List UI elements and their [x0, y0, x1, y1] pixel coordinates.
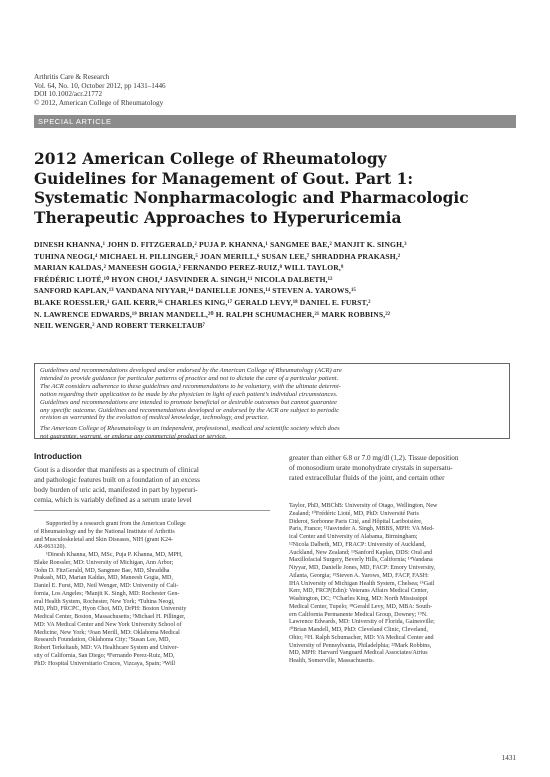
disclaimer-paragraph: [40, 367, 504, 422]
author-line: DINESH KHANNA,¹ JOHN D. FITZGERALD,² PUJA P. KHANNA,¹ SANGMEE BAE,² MANJIT K. SINGH,³: [34, 240, 407, 249]
disclaimer-line: Guidelines and recommendations developed and/or endorsed by the American College of Rheumatology (ACR) are: [40, 367, 342, 374]
affiliations-footnote-right: [289, 503, 519, 666]
title-line: Guidelines for Management of Gout. Part 1:: [34, 169, 414, 188]
affiliation-line: Maxillofacial Surgery, Beverly Hills, California; ¹⁴Vandana: [289, 557, 433, 564]
title-line: Therapeutic Approaches to Hyperuricemia: [34, 208, 402, 227]
author-line: FRÉDÉRIC LIOTÉ,¹⁰ HYON CHOI,⁴ JASVINDER A. SINGH,¹¹ NICOLA DALBETH,¹²: [34, 274, 333, 284]
affiliation-line: MD, PhD, FRCPC, Hyon Choi, MD, DrPH: Boston University: [34, 606, 187, 613]
author-line: SANFORD KAPLAN,¹³ VANDANA NIYYAR,¹⁴ DANIELLE JONES,¹⁴ STEVEN A. YAROWS,¹⁵: [34, 286, 356, 296]
author-line: N. LAWRENCE EDWARDS,¹⁹ BRIAN MANDELL,²⁰ H. RALPH SCHUMACHER,²¹ MARK ROBBINS,²²: [34, 309, 391, 319]
affiliation-line: eral Health System, Rochester, New York; ⁴Tuhina Neogi,: [34, 598, 175, 605]
affiliation-line: Health, Somerville, Massachusetts.: [289, 658, 375, 664]
affiliation-line: Robert Terkeltaub, MD: VA Healthcare System and Univer-: [34, 645, 179, 651]
author-line: NEIL WENGER,² AND ROBERT TERKELTAUB⁷: [34, 321, 206, 331]
journal-doi: DOI 10.1002/acr.21772: [34, 90, 103, 99]
affiliation-line: Zealand; ¹⁰Frédéric Lioté, MD, PhD: Université Paris: [289, 510, 419, 517]
independence-paragraph: [40, 425, 504, 441]
affiliation-line: fornia, Los Angeles; ³Manjit K. Singh, MD: Rochester Gen-: [34, 590, 180, 597]
author-line: MARIAN KALDAS,² MANEESH GOGIA,² FERNANDO PEREZ-RUIZ,⁸ WILL TAYLOR,⁹: [34, 263, 344, 273]
affiliation-line: Washington, DC; ¹⁷Charles King, MD: North Mississippi: [289, 596, 428, 602]
disclaimer-line: nation regarding their application to be made by the physician in light of each patient’s individual circumstances.: [40, 390, 338, 398]
affiliation-line: Diderot, Sorbonne Paris Cité, and Hôpital Lariboisière,: [289, 518, 423, 525]
affiliation-line: Medicine, New York; ⁶Joan Merill, MD: Oklahoma Medical: [34, 629, 180, 636]
right-column-body: [289, 453, 519, 483]
section-bar: [34, 115, 516, 128]
body-line: Gout is a disorder that manifests as a spectrum of clinical: [34, 466, 199, 474]
affiliation-line: ²⁰Brian Mandell, MD, PhD: Cleveland Clinic, Cleveland,: [289, 627, 428, 633]
body-line: greater than either 6.8 or 7.0 mg/dl (1,2). Tissue deposition: [289, 454, 459, 462]
affiliation-line: ical Center and University of Alabama, Birmingham;: [289, 534, 418, 540]
affiliation-line: Medical Center, Tupelo; ¹⁸Gerald Levy, MD, MBA: South-: [289, 603, 433, 610]
title-line: 2012 American College of Rheumatology: [34, 150, 387, 168]
affiliation-line: ¹²Nicola Dalbeth, MD, FRACP: University of Auckland,: [289, 541, 426, 548]
affiliation-line: sity of California, San Diego; ⁸Fernando Perez-Ruiz, MD,: [34, 652, 175, 659]
disclaimer-line: intended to provide guidance for particular patterns of practice and not to dictate the care of a particular patient.: [40, 374, 339, 382]
journal-meta: [34, 73, 166, 107]
affiliation-line: Research Foundation, Oklahoma City; ⁷Susan Lee, MD,: [34, 637, 170, 644]
funding-line: and Musculoskeletal and Skin Diseases, NIH (grant K24-: [34, 536, 174, 543]
body-line: and pathologic features built on a foundation of an excess: [34, 476, 200, 485]
affiliation-line: Taylor, PhD, MBChB: University of Otago, Wellington, New: [289, 503, 438, 509]
affiliation-line: MD: VA Medical Center and New York University School of: [34, 621, 182, 628]
author-list: [34, 239, 516, 332]
body-line: body burden of uric acid, manifested in part by hyperuri-: [34, 486, 198, 495]
affiliation-line: ¹Dinesh Khanna, MD, MSc, Puja P. Khanna, MD, MPH,: [46, 552, 183, 558]
body-line: rated extracellular fluids of the joint, and certain other: [289, 474, 445, 483]
affiliation-line: Daniel E. Furst, MD, Neil Wenger, MD: University of Cali-: [34, 583, 179, 589]
affiliation-line: MD, MPH: Harvard Vanguard Medical Associates/Atrius: [289, 650, 428, 657]
body-line: of monosodium urate monohydrate crystals in supersatu-: [289, 464, 453, 473]
disclaimer-line: revision as warranted by the evolution of medical knowledge, technology, and practice.: [40, 414, 269, 422]
affiliations-footnote-left: [34, 521, 270, 668]
affiliation-line: Atlanta, Georgia; ¹⁵Steven A. Yarows, MD, FACP, FASH:: [289, 572, 429, 579]
funding-line: AR-063120).: [34, 544, 67, 551]
disclaimer-line: The American College of Rheumatology is an independent, professional, medical and scientific society which does: [40, 425, 340, 433]
disclaimer-line: any specific outcome. Guidelines and recommendations developed or endorsed by the ACR are subject to periodic: [40, 406, 340, 414]
acr-disclaimer-box: [34, 363, 510, 439]
journal-volume: Vol. 64, No. 10, October 2012, pp 1431–1446: [34, 81, 166, 90]
affiliation-line: Paris, France; ¹¹Jasvinder A. Singh, MBBS, MPH: VA Med-: [289, 526, 435, 533]
affiliation-line: IHA University of Michigan Health System, Chelsea; ¹⁶Gail: [289, 580, 435, 587]
author-line: BLAKE ROESSLER,¹ GAIL KERR,¹⁶ CHARLES KING,¹⁷ GERALD LEVY,¹⁸ DANIEL E. FURST,²: [34, 297, 371, 307]
affiliation-line: Lawrence Edwards, MD: University of Florida, Gainesville;: [289, 619, 435, 626]
left-column-body: [34, 465, 270, 505]
title-line: Systematic Nonpharmacologic and Pharmacologic: [34, 189, 469, 207]
disclaimer-line: The ACR considers adherence to these guidelines and recommendations to be voluntary, with the ultimate determi-: [40, 382, 341, 390]
affiliation-line: Kerr, MD, FRCP(Edin): Veterans Affairs Medical Center,: [289, 588, 429, 595]
introduction-heading: Introduction: [34, 452, 82, 461]
journal-name: Arthritis Care & Research: [34, 73, 110, 81]
affiliation-line: University of Pennsylvania, Philadelphia; ²²Mark Robbins,: [289, 642, 432, 649]
affiliation-line: Niyyar, MD, Danielle Jones, MD, FACP: Emory University,: [289, 565, 436, 571]
footnote-divider: [34, 510, 270, 511]
section-label: SPECIAL ARTICLE: [38, 117, 112, 126]
article-title: [34, 150, 514, 228]
affiliation-line: ern California Permanente Medical Group, Downey; ¹⁹N.: [289, 611, 428, 618]
affiliation-line: Auckland, New Zealand; ¹³Sanford Kaplan, DDS: Oral and: [289, 549, 433, 556]
affiliation-line: Medical Center, Boston, Massachusetts; ⁵Michael H. Pillinger,: [34, 614, 186, 620]
funding-line: of Rheumatology and by the National Institute of Arthritis: [34, 528, 175, 535]
body-line: cemia, which is variably defined as a serum urate level: [34, 496, 192, 505]
funding-line: Supported by a research grant from the American College: [46, 521, 186, 527]
affiliation-line: ²John D. FitzGerald, MD, Sangmee Bae, MD, Shraddha: [34, 567, 170, 574]
journal-copyright: © 2012, American College of Rheumatology: [34, 98, 164, 107]
disclaimer-line: not guarantee, warrant, or endorse any commercial product or service.: [40, 433, 227, 441]
page-number: 1431: [501, 754, 516, 762]
affiliation-line: Prakash, MD, Marian Kaldas, MD, Maneesh Gogia, MD,: [34, 575, 173, 582]
disclaimer-line: Guidelines and recommendations are intended to promote beneficial or desirable outcomes but cannot guarantee: [40, 398, 337, 406]
affiliation-line: Blake Roessler, MD: University of Michigan, Ann Arbor;: [34, 559, 174, 566]
author-line: TUHINA NEOGI,⁴ MICHAEL H. PILLINGER,⁵ JOAN MERILL,⁶ SUSAN LEE,⁷ SHRADDHA PRAKASH,²: [34, 251, 401, 261]
affiliation-line: Ohio; ²¹H. Ralph Schumacher, MD: VA Medical Center and: [289, 634, 434, 641]
affiliation-line: PhD: Hospital Universitario Cruces, Vizcaya, Spain; ⁹Will: [34, 660, 176, 667]
